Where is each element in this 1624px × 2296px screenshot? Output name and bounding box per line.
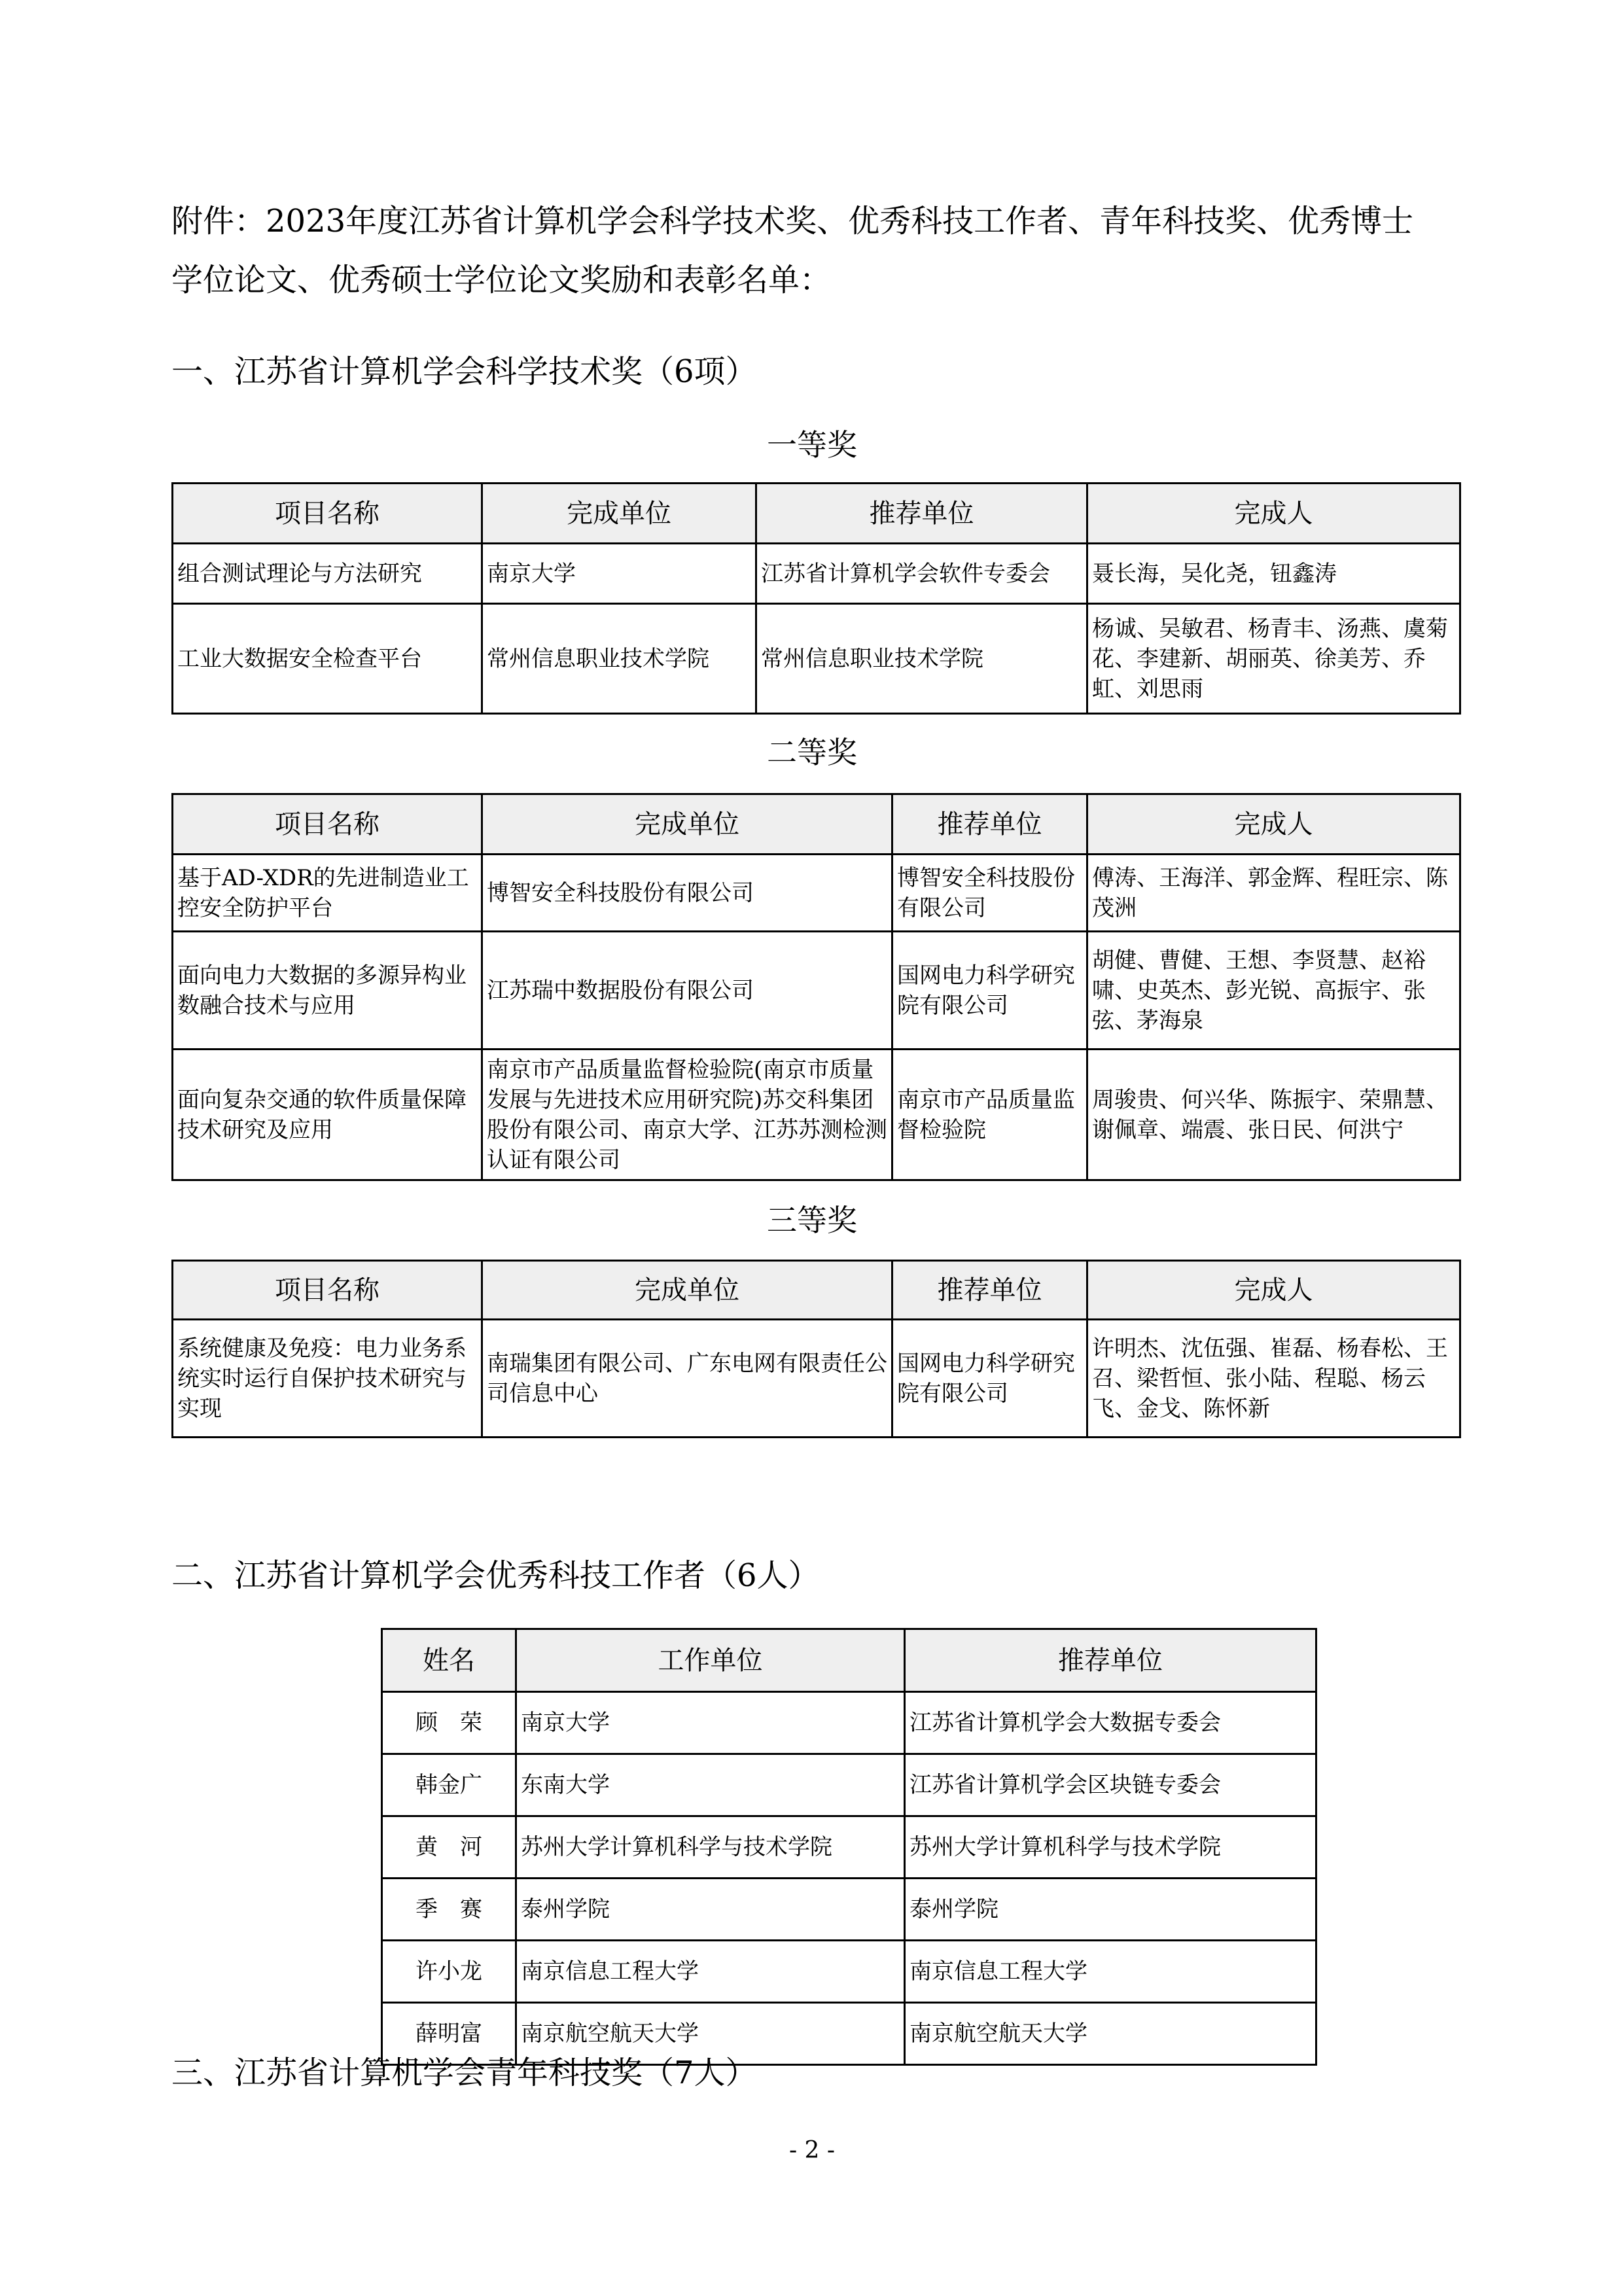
person-name: 许小龙 bbox=[382, 1941, 516, 2003]
third-prize-label: 三等奖 bbox=[767, 1203, 857, 1238]
col-header-unit: 完成单位 bbox=[482, 484, 756, 544]
col-header-work-unit: 工作单位 bbox=[516, 1629, 905, 1692]
recommending-unit: 常州信息职业技术学院 bbox=[756, 604, 1087, 714]
completers: 杨诚、吴敏君、杨青丰、汤燕、虞菊花、李建新、胡丽英、徐美芳、乔 虹、刘思雨 bbox=[1087, 604, 1460, 714]
section1-title: 一、江苏省计算机学会科学技术奖（6项） bbox=[171, 353, 757, 390]
table-row bbox=[173, 932, 1460, 1050]
recommending-unit: 江苏省计算机学会区块链专委会 bbox=[905, 1754, 1316, 1816]
completers: 胡健、曹健、王想、李贤慧、赵裕啸、史英杰、彭光锐、高振宇、张弦、茅海泉 bbox=[1087, 932, 1460, 1050]
completers: 许明杰、沈伍强、崔磊、杨春松、王召、梁哲恒、张小陆、程聪、杨云飞、金戈、陈怀新 bbox=[1087, 1320, 1460, 1438]
project-name: 系统健康及免疫：电力业务系统实时运行自保护技术研究与实现 bbox=[173, 1320, 482, 1438]
first-prize-label: 一等奖 bbox=[767, 427, 857, 463]
project-name: 组合测试理论与方法研究 bbox=[173, 544, 482, 604]
table-row bbox=[382, 1879, 1316, 1941]
table-row bbox=[173, 855, 1460, 932]
completers: 傅涛、王海洋、郭金辉、程旺宗、陈茂洲 bbox=[1087, 855, 1460, 932]
table-row bbox=[173, 1050, 1460, 1180]
col-header-name: 姓名 bbox=[382, 1629, 516, 1692]
work-unit: 苏州大学计算机科学与技术学院 bbox=[516, 1816, 905, 1879]
recommending-unit: 国网电力科学研究院有限公司 bbox=[892, 1320, 1087, 1438]
completers: 周骏贵、何兴华、陈振宇、荣鼎慧、谢佩章、端震、张日民、何洪宁 bbox=[1087, 1050, 1460, 1180]
col-header-people: 完成人 bbox=[1087, 1261, 1460, 1320]
attachment-title-line2: 学位论文、优秀硕士学位论文奖励和表彰名单： bbox=[171, 262, 832, 298]
attachment-title-line1: 附件：2023年度江苏省计算机学会科学技术奖、优秀科技工作者、青年科技奖、优秀博士 bbox=[171, 203, 1414, 239]
project-name: 工业大数据安全检查平台 bbox=[173, 604, 482, 714]
person-name: 黄 河 bbox=[382, 1816, 516, 1879]
work-unit: 南京大学 bbox=[516, 1692, 905, 1754]
col-header-recommender: 推荐单位 bbox=[892, 1261, 1087, 1320]
table-row bbox=[173, 544, 1460, 604]
work-unit: 泰州学院 bbox=[516, 1879, 905, 1941]
work-unit: 南京航空航天大学 bbox=[516, 2003, 905, 2065]
recommending-unit: 苏州大学计算机科学与技术学院 bbox=[905, 1816, 1316, 1879]
table-row bbox=[382, 1754, 1316, 1816]
completion-unit: 博智安全科技股份有限公司 bbox=[482, 855, 892, 932]
table-row bbox=[173, 604, 1460, 714]
completers: 聂长海，吴化尧，钮鑫涛 bbox=[1087, 544, 1460, 604]
col-header-recommender: 推荐单位 bbox=[905, 1629, 1316, 1692]
section3-title: 三、江苏省计算机学会青年科技奖（7人） bbox=[171, 2055, 757, 2091]
second-prize-table bbox=[171, 793, 1461, 1181]
completion-unit: 常州信息职业技术学院 bbox=[482, 604, 756, 714]
col-header-project: 项目名称 bbox=[173, 484, 482, 544]
col-header-recommender: 推荐单位 bbox=[756, 484, 1087, 544]
person-name: 薛明富 bbox=[382, 2003, 516, 2065]
person-name: 季 赛 bbox=[382, 1879, 516, 1941]
completion-unit: 南瑞集团有限公司、广东电网有限责任公司信息中心 bbox=[482, 1320, 892, 1438]
col-header-recommender: 推荐单位 bbox=[892, 794, 1087, 855]
second-prize-label: 二等奖 bbox=[767, 735, 857, 770]
col-header-unit: 完成单位 bbox=[482, 794, 892, 855]
third-prize-table bbox=[171, 1260, 1461, 1438]
project-name: 面向复杂交通的软件质量保障技术研究及应用 bbox=[173, 1050, 482, 1180]
recommending-unit: 江苏省计算机学会软件专委会 bbox=[756, 544, 1087, 604]
col-header-people: 完成人 bbox=[1087, 484, 1460, 544]
recommending-unit: 国网电力科学研究院有限公司 bbox=[892, 932, 1087, 1050]
col-header-project: 项目名称 bbox=[173, 794, 482, 855]
project-name: 基于AD-XDR的先进制造业工控安全防护平台 bbox=[173, 855, 482, 932]
section2-title: 二、江苏省计算机学会优秀科技工作者（6人） bbox=[171, 1557, 820, 1594]
outstanding-workers-table bbox=[381, 1628, 1317, 2066]
recommending-unit: 泰州学院 bbox=[905, 1879, 1316, 1941]
col-header-people: 完成人 bbox=[1087, 794, 1460, 855]
table-row bbox=[173, 1320, 1460, 1438]
col-header-unit: 完成单位 bbox=[482, 1261, 892, 1320]
table-row bbox=[382, 1816, 1316, 1879]
completion-unit: 南京大学 bbox=[482, 544, 756, 604]
recommending-unit: 博智安全科技股份有限公司 bbox=[892, 855, 1087, 932]
project-name: 面向电力大数据的多源异构业数融合技术与应用 bbox=[173, 932, 482, 1050]
recommending-unit: 南京市产品质量监督检验院 bbox=[892, 1050, 1087, 1180]
recommending-unit: 江苏省计算机学会大数据专委会 bbox=[905, 1692, 1316, 1754]
table-row bbox=[382, 1692, 1316, 1754]
page-number: - 2 - bbox=[788, 2137, 836, 2164]
work-unit: 南京信息工程大学 bbox=[516, 1941, 905, 2003]
person-name: 顾 荣 bbox=[382, 1692, 516, 1754]
completion-unit: 江苏瑞中数据股份有限公司 bbox=[482, 932, 892, 1050]
completion-unit: 南京市产品质量监督检验院(南京市质量发展与先进技术应用研究院)苏交科集团股份有限公司、南京大学、江苏苏测检测认证有限公司 bbox=[482, 1050, 892, 1180]
work-unit: 东南大学 bbox=[516, 1754, 905, 1816]
recommending-unit: 南京信息工程大学 bbox=[905, 1941, 1316, 2003]
recommending-unit: 南京航空航天大学 bbox=[905, 2003, 1316, 2065]
first-prize-table bbox=[171, 482, 1461, 715]
person-name: 韩金广 bbox=[382, 1754, 516, 1816]
table-row bbox=[382, 1941, 1316, 2003]
col-header-project: 项目名称 bbox=[173, 1261, 482, 1320]
